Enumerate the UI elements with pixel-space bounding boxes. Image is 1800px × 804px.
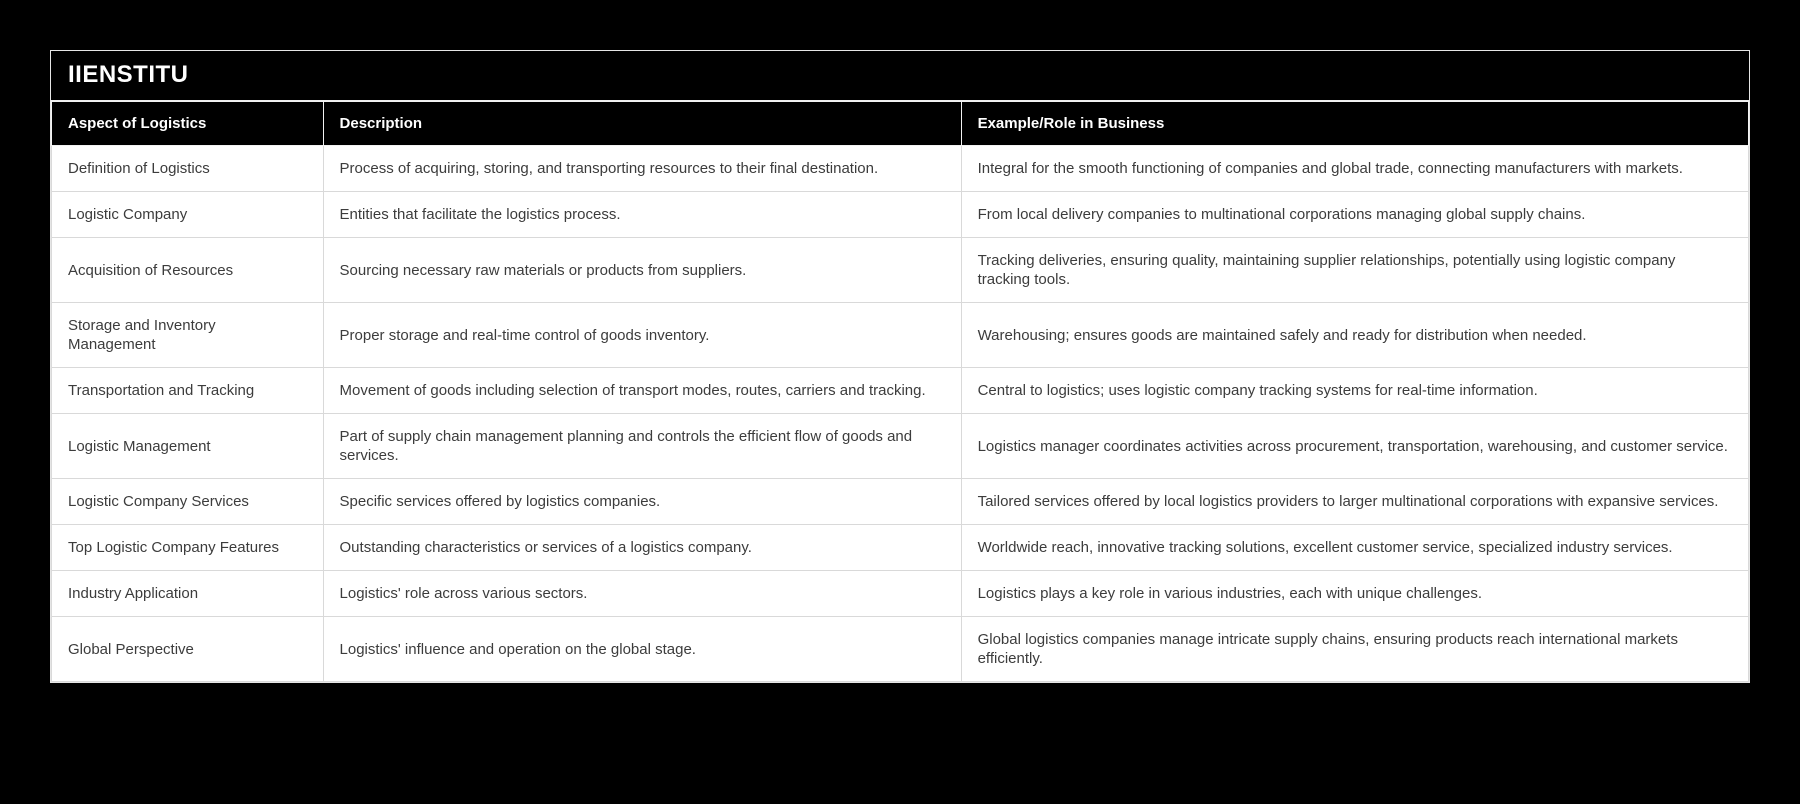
description-cell: Logistics' role across various sectors.	[323, 571, 961, 617]
example-cell: Logistics manager coordinates activities across procurement, transportation, warehousing, and customer service.	[961, 414, 1748, 479]
table-row	[52, 479, 1749, 525]
aspect-cell: Logistic Company	[52, 192, 324, 238]
description-cell: Sourcing necessary raw materials or products from suppliers.	[323, 238, 961, 303]
aspect-cell: Global Perspective	[52, 617, 324, 682]
aspect-cell: Top Logistic Company Features	[52, 525, 324, 571]
table-row	[52, 303, 1749, 368]
column-header-description: Description	[323, 102, 961, 146]
table-row	[52, 571, 1749, 617]
example-cell: From local delivery companies to multinational corporations managing global supply chains.	[961, 192, 1748, 238]
table-row	[52, 146, 1749, 192]
table-body	[52, 146, 1749, 682]
table-row	[52, 192, 1749, 238]
example-cell: Integral for the smooth functioning of companies and global trade, connecting manufacturers with markets.	[961, 146, 1748, 192]
table-row	[52, 414, 1749, 479]
example-cell: Worldwide reach, innovative tracking solutions, excellent customer service, specialized industry services.	[961, 525, 1748, 571]
column-header-aspect: Aspect of Logistics	[52, 102, 324, 146]
aspect-cell: Acquisition of Resources	[52, 238, 324, 303]
example-cell: Central to logistics; uses logistic company tracking systems for real-time information.	[961, 368, 1748, 414]
table-row	[52, 525, 1749, 571]
description-cell: Logistics' influence and operation on the global stage.	[323, 617, 961, 682]
description-cell: Specific services offered by logistics companies.	[323, 479, 961, 525]
table-row	[52, 238, 1749, 303]
table-row	[52, 368, 1749, 414]
aspect-cell: Logistic Management	[52, 414, 324, 479]
description-cell: Part of supply chain management planning and controls the efficient flow of goods and services.	[323, 414, 961, 479]
description-cell: Entities that facilitate the logistics process.	[323, 192, 961, 238]
example-cell: Tailored services offered by local logistics providers to larger multinational corporations with expansive services.	[961, 479, 1748, 525]
aspect-cell: Definition of Logistics	[52, 146, 324, 192]
example-cell: Warehousing; ensures goods are maintained safely and ready for distribution when needed.	[961, 303, 1748, 368]
aspect-cell: Storage and Inventory Management	[52, 303, 324, 368]
logistics-table	[51, 101, 1749, 682]
header-row	[52, 102, 1749, 146]
description-cell: Proper storage and real-time control of goods inventory.	[323, 303, 961, 368]
aspect-cell: Industry Application	[52, 571, 324, 617]
column-header-example: Example/Role in Business	[961, 102, 1748, 146]
description-cell: Movement of goods including selection of transport modes, routes, carriers and tracking.	[323, 368, 961, 414]
description-cell: Process of acquiring, storing, and transporting resources to their final destination.	[323, 146, 961, 192]
logistics-table-card	[50, 50, 1750, 683]
example-cell: Tracking deliveries, ensuring quality, maintaining supplier relationships, potentially using logistic company tracking tools.	[961, 238, 1748, 303]
brand-title: IIENSTITU	[51, 51, 1749, 101]
description-cell: Outstanding characteristics or services of a logistics company.	[323, 525, 961, 571]
table-header	[52, 102, 1749, 146]
example-cell: Global logistics companies manage intricate supply chains, ensuring products reach international markets efficiently.	[961, 617, 1748, 682]
example-cell: Logistics plays a key role in various industries, each with unique challenges.	[961, 571, 1748, 617]
aspect-cell: Logistic Company Services	[52, 479, 324, 525]
aspect-cell: Transportation and Tracking	[52, 368, 324, 414]
table-row	[52, 617, 1749, 682]
